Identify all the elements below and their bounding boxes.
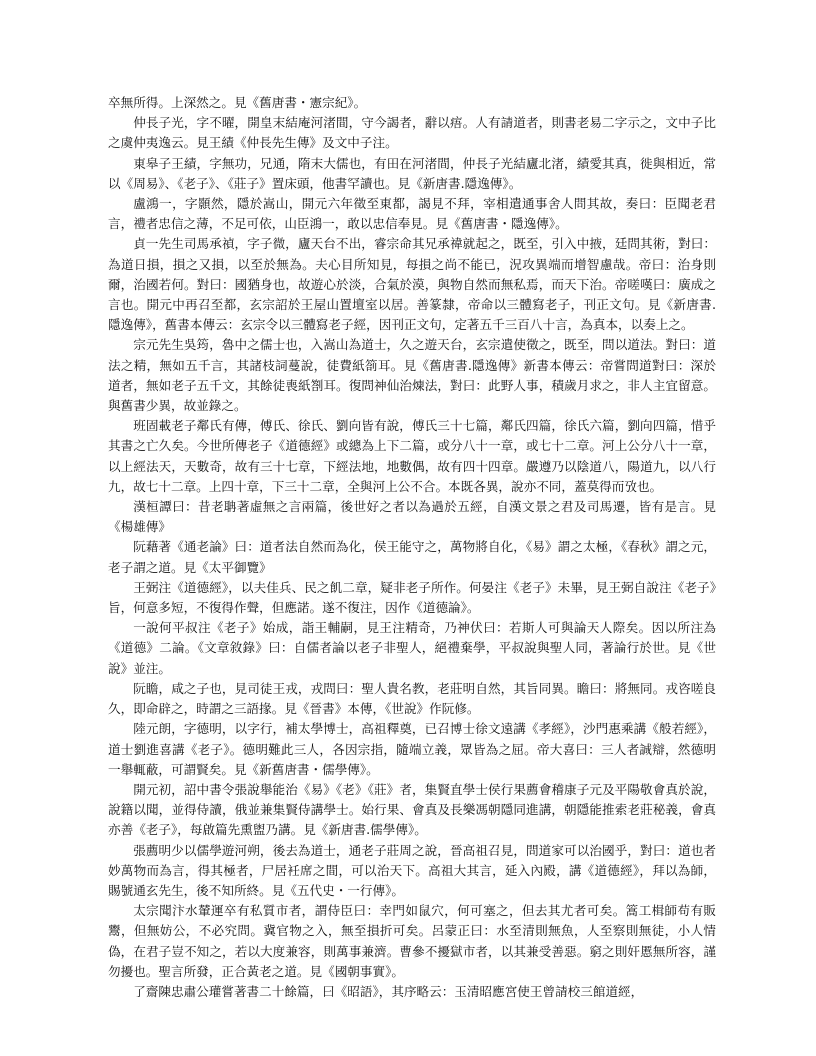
paragraph: 東皋子王績，字無功，兄通，隋末大儒也，有田在河渚間，仲長子光結廬北渚，績愛其真，徙與相近，常以《周易》、《老子》、《莊子》置床頭，他書罕讀也。見《新唐書.隱逸傳》。 (108, 155, 716, 191)
paragraph: 阮瞻，咸之子也，見司徒王戎，戎問曰：聖人貴名教，老莊明自然，其旨同異。瞻曰：將無同。戎咨嗟良久，即命辟之，時謂之三語掾。見《晉書》本傳，《世說》作阮修。 (108, 680, 716, 717)
paragraph: 阮藉著《通老論》曰：道者法自然而為化，侯王能守之，萬物將自化，《易》謂之太極，《春秋》謂之元，老子謂之道。見《太平御覽》 (108, 539, 716, 575)
paragraph: 貞一先生司馬承禎，字子微，廬天台不出，睿宗命其兄承禕就起之，既至，引入中掖，廷問其術，對曰：為道日損，損之又損，以至於無為。夫心目所知見，每損之尚不能已，況攻異端而增智慮哉。帝曰：治身則爾，治國若何。對曰：國猶身也，故遊心於淡，合氣於漠，與物自然而無私焉，而天下治。帝嗟嘆曰：廣成之言也。開元中再召至都，玄宗詔於王屋山置壇室以居。善篆隸，帝命以三體寫老子，刊正文句。見《新唐書.隱逸傳》，舊書本傳云：玄宗令以三體寫老子經，因刊正文句，定著五千三百八十言，為真本，以奏上之。 (108, 236, 716, 333)
paragraph: 仲長子光，字不曜，開皇末結庵河渚間，守今謁者，辭以痦。人有請道者，則書老易二字示之，文中子比之虞仲夷逸云。見王績《仲長先生傳》及文中子注。 (108, 115, 716, 151)
paragraph: 漢桓譚曰：昔老聃著虛無之言兩篇，後世好之者以為過於五經，自漢文景之君及司馬遷，皆有是言。見《楊雄傳》 (108, 499, 716, 535)
paragraph: 一說何平叔注《老子》始成，詣王輔嗣，見王注精奇，乃神伏曰：若斯人可與論天人際矣。因以所注為《道德》二論。《文章敘錄》曰：自儒者論以老子非聖人，絕禮棄學，平叔說與聖人同，著論行於世。見《世說》並注。 (108, 620, 716, 676)
paragraph: 盧鴻一，字顥然，隱於嵩山，開元六年徵至東都，謁見不拜，宰相遣通事舍人問其故，奏曰：臣聞老君言，禮者忠信之薄，不足可依，山臣鴻一，敢以忠信奉見。見《舊唐書・隱逸傳》。 (108, 196, 716, 232)
paragraph: 開元初，詔中書令張說舉能治《易》《老》《莊》者，集賢直學士侯行果薦會稽康子元及平陽敬會真於說，說籍以聞，並得侍讀，俄並兼集賢侍講學士。始行果、會真及長樂馮朝隱同進講，朝隱能推索老莊秘義，會真亦善《老子》，每啟篇先熏盥乃講。見《新唐書.儒學傳》。 (108, 781, 716, 838)
paragraph: 王弼注《道德經》，以夫佳兵、民之飢二章，疑非老子所作。何晏注《老子》未畢，見王弼自說注《老子》旨，何意多短，不復得作聲，但應諾。遂不復注，因作《道德論》。 (108, 579, 716, 616)
paragraph: 班固載老子鄰氏有傳，傅氏、徐氏、劉向皆有說，傅氏三十七篇，鄰氏四篇，徐氏六篇，劉向四篇，惜乎其書之亡久矣。今世所傳老子《道德經》或總為上下二篇，或分八十一章，或七十二章。河上公分八十一章，以上經法天，天數奇，故有三十七章，下經法地，地數偶，故有四十四章。嚴遵乃以陰道八，陽道九，以八行九，故七十二章。上四十章，下三十二章，全與河上公不合。本既各異，說亦不同，蓋莫得而攷也。 (108, 418, 716, 494)
paragraph: 了齋陳忠肅公瓘嘗著書二十餘篇，曰《昭語》，其序略云：玉清昭應宮使王曾請校三館道經， (133, 983, 644, 999)
paragraph: 宗元先生吳筠，魯中之儒士也，入嵩山為道士，久之遊天台，玄宗遣使徵之，既至，問以道法。對曰：道法之精，無如五千言，其諸枝詞蔓說，徒費紙箚耳。見《舊唐書.隱逸傳》新書本傳云：帝嘗問道對曰：深於道者，無如老子五千文，其餘徒喪紙劄耳。復問神仙治煉法，對曰：此野人事，積歲月求之，非人主宜留意。與舊書少異，故並錄之。 (108, 337, 716, 414)
paragraph: 張薦明少以儒學遊河朔，後去為道士，通老子莊周之說，晉高祖召見，問道家可以治國乎，對曰：道也者妙萬物而為言，得其極者，尸居衽席之間，可以治天下。高祖大其言，延入內殿，講《道德經》，拜以為師，賜號通玄先生，後不知所終。見《五代史・一行傳》。 (108, 842, 716, 898)
paragraph: 太宗聞汴水輦運卒有私質市者，謂侍臣曰：幸門如鼠穴，何可塞之，但去其尤者可矣。篙工楫師苟有販鬻，但無妨公，不必究問。冀官物之入，無至損折可矣。呂蒙正曰：水至清則無魚，人至察則無徒，小人情偽，在君子豈不知之，若以大度兼容，則萬事兼濟。曹參不擾獄市者，以其兼受善惡。窮之則奸慝無所容，謹勿擾也。聖言所發，正合黃老之道。見《國朝事實》。 (108, 903, 716, 979)
paragraph: 卒無所得。上深然之。見《舊唐書・憲宗紀》。 (108, 95, 367, 110)
paragraph: 陸元朗，字德明，以字行，補太學博士，高祖釋奠，已召博士徐文遠講《孝經》，沙門惠乘講《般若經》，道士劉進喜講《老子》。德明難此三人，各因宗指，隨端立義，眾皆為之屈。帝大喜曰：三人者誠辯，然德明一舉輒蔽，可謂賢矣。見《新舊唐書・儒學傳》。 (108, 721, 716, 777)
